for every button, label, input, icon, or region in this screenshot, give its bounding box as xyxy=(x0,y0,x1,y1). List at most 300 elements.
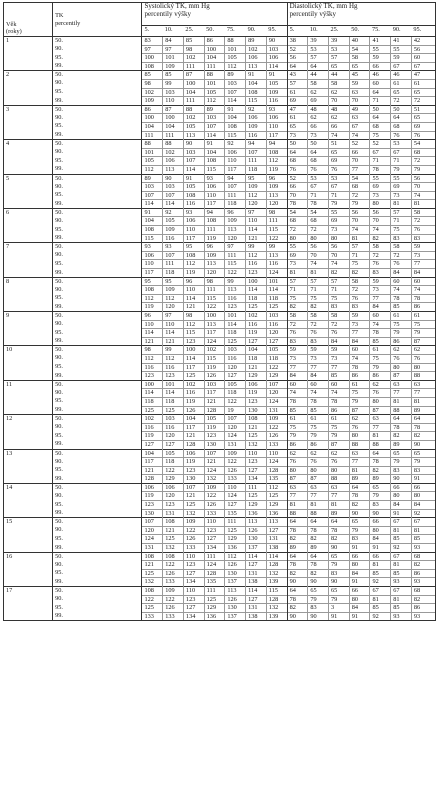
bp-percentile-cell: 50. xyxy=(53,587,142,596)
systolic-value-cell: 103 xyxy=(163,183,184,192)
systolic-value-cell: 114 xyxy=(163,389,184,398)
diastolic-value-cell: 79 xyxy=(370,492,391,501)
diastolic-value-cell: 93 xyxy=(391,578,412,587)
diastolic-value-cell: 67 xyxy=(391,518,412,527)
diastolic-value-cell: 81 xyxy=(370,561,391,570)
bp-percentile-cell: 90. xyxy=(53,423,142,432)
systolic-value-cell: 109 xyxy=(163,587,184,596)
systolic-value-cell: 127 xyxy=(163,440,184,449)
systolic-value-cell: 125 xyxy=(246,432,267,441)
systolic-value-cell: 112 xyxy=(266,157,287,166)
diastolic-value-cell: 74 xyxy=(287,389,308,398)
diastolic-value-cell: 75 xyxy=(287,423,308,432)
systolic-value-cell: 129 xyxy=(225,535,246,544)
systolic-value-cell: 125 xyxy=(246,492,267,501)
diastolic-value-cell: 83 xyxy=(308,604,329,613)
table-row xyxy=(4,552,436,561)
diastolic-value-cell: 76 xyxy=(391,131,412,140)
bp-percentile-cell: 95. xyxy=(53,191,142,200)
age-cell: 12 xyxy=(4,415,53,449)
systolic-value-cell: 92 xyxy=(246,105,267,114)
systolic-value-cell: 123 xyxy=(183,466,204,475)
diastolic-value-cell: 81 xyxy=(308,501,329,510)
diastolic-value-cell: 68 xyxy=(308,157,329,166)
diastolic-value-cell: 86 xyxy=(411,569,435,578)
systolic-value-cell: 123 xyxy=(246,269,267,278)
systolic-value-cell: 113 xyxy=(204,320,225,329)
diastolic-value-cell: 58 xyxy=(411,208,435,217)
diastolic-value-cell: 84 xyxy=(329,337,350,346)
diastolic-value-cell: 79 xyxy=(349,397,370,406)
systolic-value-cell: 119 xyxy=(183,397,204,406)
diastolic-value-cell: 51 xyxy=(329,140,350,149)
systolic-value-cell: 111 xyxy=(163,131,184,140)
age-column-header xyxy=(4,3,53,37)
systolic-value-cell: 114 xyxy=(246,587,267,596)
systolic-value-cell: 123 xyxy=(183,561,204,570)
diastolic-value-cell: 63 xyxy=(349,88,370,97)
systolic-value-cell: 104 xyxy=(204,148,225,157)
diastolic-value-cell: 65 xyxy=(391,88,412,97)
diastolic-value-cell: 62 xyxy=(391,346,412,355)
diastolic-value-cell: 59 xyxy=(370,54,391,63)
systolic-value-cell: 111 xyxy=(204,62,225,71)
systolic-value-cell: 109 xyxy=(246,183,267,192)
bp-percentile-cell: 90. xyxy=(53,492,142,501)
systolic-value-cell: 104 xyxy=(163,122,184,131)
systolic-value-cell: 109 xyxy=(225,449,246,458)
diastolic-value-cell: 65 xyxy=(329,148,350,157)
age-cell: 6 xyxy=(4,208,53,242)
systolic-value-cell: 118 xyxy=(225,329,246,338)
systolic-value-cell: 103 xyxy=(225,346,246,355)
diastolic-value-cell: 55 xyxy=(391,45,412,54)
diastolic-value-cell: 71 xyxy=(308,191,329,200)
diastolic-value-cell: 92 xyxy=(370,612,391,621)
systolic-value-cell: 125 xyxy=(266,303,287,312)
diastolic-value-cell: 75 xyxy=(349,389,370,398)
systolic-value-cell: 107 xyxy=(225,183,246,192)
systolic-value-cell: 110 xyxy=(142,260,163,269)
diastolic-value-cell: 86 xyxy=(370,372,391,381)
systolic-value-cell: 112 xyxy=(163,354,184,363)
diastolic-value-cell: 67 xyxy=(411,62,435,71)
systolic-value-cell: 112 xyxy=(204,97,225,106)
diastolic-value-cell: 81 xyxy=(391,561,412,570)
systolic-value-cell: 126 xyxy=(163,569,184,578)
systolic-height-pct-header: 5. xyxy=(142,26,163,37)
diastolic-value-cell: 76 xyxy=(287,458,308,467)
systolic-value-cell: 103 xyxy=(204,380,225,389)
systolic-value-cell: 100 xyxy=(142,54,163,63)
bp-percentile-cell: 50. xyxy=(53,105,142,114)
diastolic-value-cell: 73 xyxy=(287,131,308,140)
bp-percentile-cell: 95. xyxy=(53,363,142,372)
systolic-value-cell: 134 xyxy=(183,612,204,621)
bp-percentile-cell: 99. xyxy=(53,440,142,449)
diastolic-value-cell: 78 xyxy=(308,397,329,406)
diastolic-value-cell: 68 xyxy=(411,552,435,561)
systolic-value-cell: 127 xyxy=(142,440,163,449)
systolic-value-cell: 126 xyxy=(225,466,246,475)
systolic-value-cell: 128 xyxy=(142,475,163,484)
diastolic-value-cell: 80 xyxy=(370,397,391,406)
diastolic-value-cell: 59 xyxy=(370,277,391,286)
systolic-value-cell: 99 xyxy=(163,79,184,88)
diastolic-value-cell: 79 xyxy=(287,432,308,441)
diastolic-height-pct-header: 95. xyxy=(411,26,435,37)
diastolic-value-cell: 60 xyxy=(391,277,412,286)
systolic-value-cell: 91 xyxy=(142,208,163,217)
diastolic-value-cell: 84 xyxy=(411,269,435,278)
bp-percentile-cell: 95. xyxy=(53,501,142,510)
systolic-value-cell: 111 xyxy=(142,131,163,140)
systolic-value-cell: 89 xyxy=(246,37,267,46)
systolic-value-cell: 131 xyxy=(266,535,287,544)
systolic-value-cell: 98 xyxy=(183,312,204,321)
diastolic-value-cell: 72 xyxy=(308,320,329,329)
systolic-value-cell: 107 xyxy=(142,518,163,527)
bp-percentile-cell: 99. xyxy=(53,509,142,518)
diastolic-value-cell: 72 xyxy=(411,97,435,106)
diastolic-value-cell: 65 xyxy=(411,449,435,458)
systolic-value-cell: 83 xyxy=(142,37,163,46)
diastolic-value-cell: 57 xyxy=(329,54,350,63)
diastolic-value-cell: 50 xyxy=(287,140,308,149)
systolic-value-cell: 133 xyxy=(204,509,225,518)
diastolic-value-cell: 77 xyxy=(411,389,435,398)
bp-percentile-cell: 95. xyxy=(53,122,142,131)
systolic-value-cell: 121 xyxy=(142,466,163,475)
systolic-value-cell: 106 xyxy=(183,449,204,458)
diastolic-value-cell: 73 xyxy=(308,131,329,140)
systolic-value-cell: 116 xyxy=(163,234,184,243)
systolic-value-cell: 108 xyxy=(246,415,267,424)
systolic-value-cell: 123 xyxy=(163,501,184,510)
diastolic-value-cell: 89 xyxy=(349,475,370,484)
diastolic-value-cell: 75 xyxy=(370,354,391,363)
diastolic-height-pct-header: 5. xyxy=(287,26,308,37)
diastolic-value-cell: 82 xyxy=(287,535,308,544)
diastolic-value-cell: 79 xyxy=(349,526,370,535)
diastolic-value-cell: 44 xyxy=(329,71,350,80)
diastolic-value-cell: 82 xyxy=(308,303,329,312)
diastolic-value-cell: 41 xyxy=(370,37,391,46)
diastolic-value-cell: 64 xyxy=(370,88,391,97)
systolic-value-cell: 101 xyxy=(163,54,184,63)
systolic-value-cell: 131 xyxy=(163,509,184,518)
diastolic-value-cell: 78 xyxy=(370,165,391,174)
systolic-value-cell: 86 xyxy=(142,105,163,114)
systolic-value-cell: 108 xyxy=(163,518,184,527)
systolic-value-cell: 115 xyxy=(183,329,204,338)
diastolic-value-cell: 62 xyxy=(287,449,308,458)
diastolic-value-cell: 84 xyxy=(370,535,391,544)
table-row xyxy=(4,45,436,54)
systolic-value-cell: 98 xyxy=(204,277,225,286)
systolic-value-cell: 90 xyxy=(266,37,287,46)
table-row xyxy=(4,475,436,484)
diastolic-value-cell: 63 xyxy=(329,483,350,492)
systolic-header-line1: Systolický TK, mm Hg xyxy=(144,2,210,10)
diastolic-value-cell: 60 xyxy=(329,380,350,389)
systolic-value-cell: 101 xyxy=(204,79,225,88)
systolic-value-cell: 123 xyxy=(204,526,225,535)
diastolic-value-cell: 80 xyxy=(308,466,329,475)
bp-percentile-cell: 90. xyxy=(53,458,142,467)
systolic-value-cell: 87 xyxy=(163,105,184,114)
age-cell: 1 xyxy=(4,37,53,71)
diastolic-value-cell: 57 xyxy=(287,277,308,286)
systolic-value-cell: 127 xyxy=(266,337,287,346)
diastolic-value-cell: 76 xyxy=(391,354,412,363)
systolic-value-cell: 120 xyxy=(163,432,184,441)
pct-header-line2: percentily xyxy=(55,19,81,27)
diastolic-value-cell: 78 xyxy=(349,492,370,501)
diastolic-value-cell: 60 xyxy=(349,346,370,355)
bp-percentile-cell: 99. xyxy=(53,406,142,415)
diastolic-value-cell: 91 xyxy=(329,612,350,621)
diastolic-value-cell: 76 xyxy=(349,423,370,432)
bp-percentile-cell: 99. xyxy=(53,475,142,484)
diastolic-value-cell: 73 xyxy=(329,226,350,235)
systolic-value-cell: 132 xyxy=(266,569,287,578)
diastolic-value-cell: 71 xyxy=(391,157,412,166)
bp-percentile-cell: 90. xyxy=(53,79,142,88)
systolic-value-cell: 99 xyxy=(266,243,287,252)
diastolic-value-cell: 50 xyxy=(370,105,391,114)
diastolic-value-cell: 69 xyxy=(329,157,350,166)
table-row xyxy=(4,363,436,372)
systolic-value-cell: 139 xyxy=(266,578,287,587)
systolic-value-cell: 131 xyxy=(225,440,246,449)
systolic-value-cell: 118 xyxy=(163,458,184,467)
systolic-value-cell: 101 xyxy=(225,45,246,54)
systolic-value-cell: 114 xyxy=(183,294,204,303)
systolic-value-cell: 125 xyxy=(142,406,163,415)
diastolic-value-cell: 85 xyxy=(391,604,412,613)
diastolic-value-cell: 62 xyxy=(308,114,329,123)
systolic-value-cell: 128 xyxy=(266,466,287,475)
diastolic-value-cell: 79 xyxy=(329,561,350,570)
systolic-value-cell: 106 xyxy=(163,483,184,492)
diastolic-value-cell: 81 xyxy=(411,397,435,406)
systolic-value-cell: 137 xyxy=(246,544,267,553)
diastolic-value-cell: 84 xyxy=(349,569,370,578)
diastolic-value-cell: 75 xyxy=(329,423,350,432)
systolic-value-cell: 114 xyxy=(183,165,204,174)
diastolic-value-cell: 70 xyxy=(349,217,370,226)
diastolic-value-cell: 66 xyxy=(370,518,391,527)
diastolic-value-cell: 79 xyxy=(308,595,329,604)
systolic-value-cell: 111 xyxy=(225,518,246,527)
table-row xyxy=(4,277,436,286)
bp-percentile-cell: 95. xyxy=(53,535,142,544)
systolic-value-cell: 97 xyxy=(163,312,184,321)
diastolic-value-cell: 84 xyxy=(391,501,412,510)
diastolic-value-cell: 48 xyxy=(329,105,350,114)
systolic-value-cell: 100 xyxy=(183,346,204,355)
systolic-value-cell: 103 xyxy=(204,114,225,123)
systolic-value-cell: 118 xyxy=(266,354,287,363)
diastolic-value-cell: 65 xyxy=(349,62,370,71)
diastolic-value-cell: 89 xyxy=(391,440,412,449)
diastolic-value-cell: 67 xyxy=(391,62,412,71)
diastolic-value-cell: 85 xyxy=(370,569,391,578)
age-cell: 11 xyxy=(4,380,53,414)
diastolic-value-cell: 79 xyxy=(349,200,370,209)
table-row xyxy=(4,440,436,449)
systolic-value-cell: 133 xyxy=(183,544,204,553)
diastolic-value-cell: 62 xyxy=(329,449,350,458)
diastolic-value-cell: 76 xyxy=(287,165,308,174)
diastolic-value-cell: 77 xyxy=(308,363,329,372)
systolic-value-cell: 108 xyxy=(246,88,267,97)
diastolic-value-cell: 76 xyxy=(411,226,435,235)
table-row xyxy=(4,165,436,174)
diastolic-value-cell: 78 xyxy=(329,526,350,535)
systolic-value-cell: 126 xyxy=(183,406,204,415)
diastolic-value-cell: 78 xyxy=(308,526,329,535)
diastolic-value-cell: 74 xyxy=(349,226,370,235)
systolic-value-cell: 88 xyxy=(163,140,184,149)
systolic-value-cell: 91 xyxy=(204,140,225,149)
systolic-value-cell: 108 xyxy=(142,552,163,561)
systolic-value-cell: 93 xyxy=(266,105,287,114)
diastolic-value-cell: 63 xyxy=(308,483,329,492)
systolic-value-cell: 109 xyxy=(163,62,184,71)
systolic-value-cell: 123 xyxy=(204,432,225,441)
diastolic-value-cell: 80 xyxy=(411,492,435,501)
diastolic-value-cell: 77 xyxy=(391,389,412,398)
systolic-value-cell: 88 xyxy=(225,37,246,46)
diastolic-value-cell: 85 xyxy=(391,569,412,578)
diastolic-value-cell: 59 xyxy=(308,346,329,355)
systolic-value-cell: 111 xyxy=(246,483,267,492)
diastolic-value-cell: 70 xyxy=(349,97,370,106)
bp-percentile-cell: 50. xyxy=(53,518,142,527)
systolic-height-pct-header: 75. xyxy=(225,26,246,37)
systolic-value-cell: 136 xyxy=(246,509,267,518)
systolic-value-cell: 129 xyxy=(246,501,267,510)
systolic-value-cell: 94 xyxy=(266,140,287,149)
systolic-value-cell: 118 xyxy=(246,165,267,174)
systolic-value-cell: 95 xyxy=(142,277,163,286)
diastolic-value-cell: 81 xyxy=(370,432,391,441)
diastolic-value-cell: 82 xyxy=(329,535,350,544)
table-row xyxy=(4,234,436,243)
diastolic-value-cell: 79 xyxy=(391,458,412,467)
systolic-value-cell: 114 xyxy=(163,329,184,338)
diastolic-value-cell: 89 xyxy=(287,544,308,553)
age-cell: 5 xyxy=(4,174,53,208)
diastolic-value-cell: 70 xyxy=(308,251,329,260)
diastolic-value-cell: 75 xyxy=(287,294,308,303)
systolic-value-cell: 121 xyxy=(204,458,225,467)
systolic-value-cell: 113 xyxy=(225,226,246,235)
systolic-value-cell: 118 xyxy=(142,397,163,406)
bp-percentile-cell: 50. xyxy=(53,277,142,286)
diastolic-value-cell: 64 xyxy=(308,62,329,71)
bp-percentile-cell: 95. xyxy=(53,88,142,97)
diastolic-value-cell: 78 xyxy=(411,423,435,432)
diastolic-value-cell: 57 xyxy=(287,79,308,88)
systolic-value-cell: 102 xyxy=(183,114,204,123)
diastolic-value-cell: 74 xyxy=(411,191,435,200)
systolic-value-cell: 86 xyxy=(204,37,225,46)
diastolic-value-cell: 55 xyxy=(391,174,412,183)
diastolic-value-cell: 79 xyxy=(308,432,329,441)
diastolic-value-cell: 71 xyxy=(349,251,370,260)
systolic-value-cell: 129 xyxy=(204,604,225,613)
diastolic-value-cell: 80 xyxy=(329,466,350,475)
systolic-value-cell: 127 xyxy=(246,561,267,570)
bp-percentile-cell: 50. xyxy=(53,552,142,561)
diastolic-height-pct-header: 90. xyxy=(391,26,412,37)
systolic-value-cell: 109 xyxy=(225,217,246,226)
diastolic-value-cell: 81 xyxy=(349,466,370,475)
systolic-value-cell: 117 xyxy=(204,389,225,398)
diastolic-value-cell: 78 xyxy=(287,595,308,604)
diastolic-value-cell: 65 xyxy=(349,518,370,527)
diastolic-value-cell: 73 xyxy=(287,260,308,269)
systolic-value-cell: 130 xyxy=(225,569,246,578)
diastolic-value-cell: 77 xyxy=(349,329,370,338)
diastolic-value-cell: 74 xyxy=(411,286,435,295)
bp-percentile-cell: 95. xyxy=(53,466,142,475)
diastolic-value-cell: 64 xyxy=(308,518,329,527)
systolic-value-cell: 107 xyxy=(246,148,267,157)
systolic-height-pct-header: 95. xyxy=(266,26,287,37)
systolic-value-cell: 116 xyxy=(142,363,163,372)
diastolic-value-cell: 78 xyxy=(370,329,391,338)
diastolic-value-cell: 78 xyxy=(391,294,412,303)
bp-percentile-cell: 99. xyxy=(53,234,142,243)
diastolic-value-cell: 71 xyxy=(370,157,391,166)
systolic-value-cell: 101 xyxy=(225,312,246,321)
diastolic-value-cell: 76 xyxy=(411,131,435,140)
systolic-value-cell: 125 xyxy=(163,535,184,544)
systolic-value-cell: 117 xyxy=(142,458,163,467)
systolic-value-cell: 109 xyxy=(163,286,184,295)
diastolic-value-cell: 80 xyxy=(370,526,391,535)
systolic-value-cell: 101 xyxy=(266,277,287,286)
systolic-value-cell: 117 xyxy=(204,329,225,338)
systolic-value-cell: 91 xyxy=(183,174,204,183)
diastolic-value-cell: 57 xyxy=(308,277,329,286)
bp-percentile-cell: 99. xyxy=(53,337,142,346)
diastolic-value-cell: 58 xyxy=(349,54,370,63)
diastolic-value-cell: 65 xyxy=(411,88,435,97)
systolic-value-cell: 119 xyxy=(183,269,204,278)
diastolic-value-cell: 66 xyxy=(349,552,370,561)
systolic-value-cell: 94 xyxy=(204,208,225,217)
diastolic-value-cell: 68 xyxy=(411,587,435,596)
systolic-value-cell: 105 xyxy=(204,88,225,97)
diastolic-value-cell: 75 xyxy=(391,320,412,329)
diastolic-value-cell: 73 xyxy=(411,251,435,260)
diastolic-value-cell: 61 xyxy=(287,114,308,123)
bp-percentile-cell: 50. xyxy=(53,346,142,355)
bp-percentile-cell: 90. xyxy=(53,251,142,260)
diastolic-value-cell: 82 xyxy=(349,501,370,510)
diastolic-value-cell: 65 xyxy=(391,449,412,458)
systolic-value-cell: 108 xyxy=(142,587,163,596)
diastolic-value-cell: 71 xyxy=(308,286,329,295)
diastolic-value-cell: 65 xyxy=(308,587,329,596)
systolic-value-cell: 107 xyxy=(163,251,184,260)
table-row xyxy=(4,389,436,398)
